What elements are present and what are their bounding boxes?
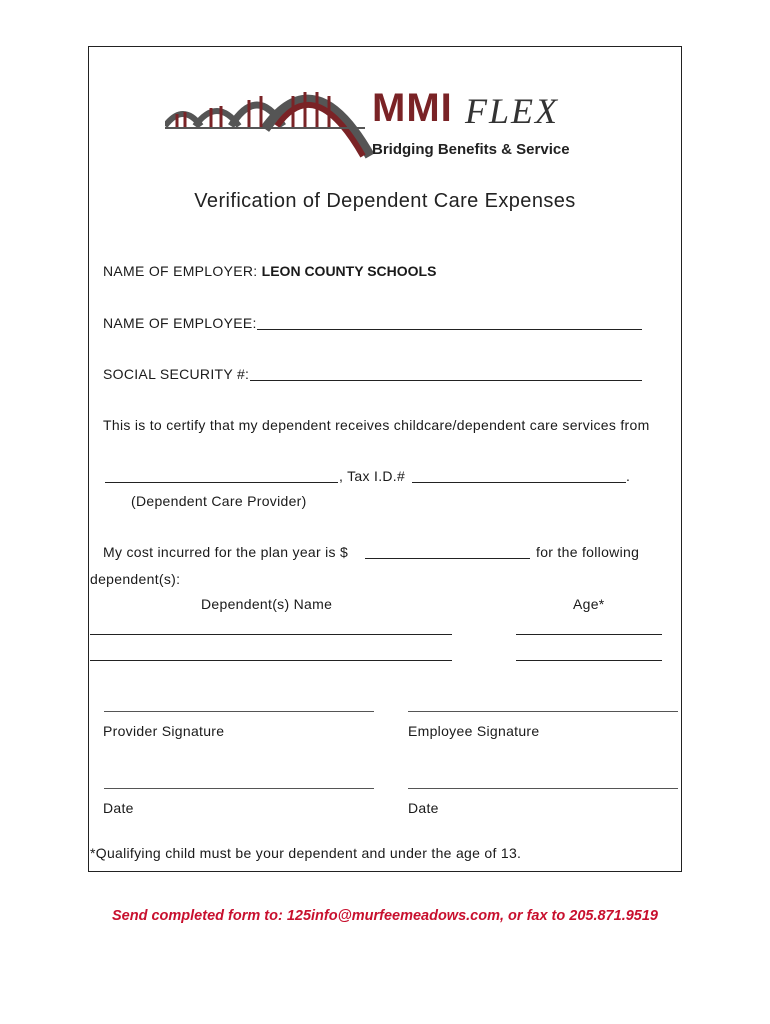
employee-date-line[interactable] [408,788,678,789]
brand-flex: FLEX [465,91,559,131]
employee-label: NAME OF EMPLOYEE: [103,315,257,331]
provider-date-line[interactable] [104,788,374,789]
logo-tagline: Bridging Benefits & Service [372,141,570,158]
ssn-row [103,366,249,382]
dependent-age-header: Age* [573,596,605,612]
employer-label: NAME OF EMPLOYER: [103,263,258,279]
employee-signature-line[interactable] [408,711,678,712]
dependent-age-field-1[interactable] [516,620,662,635]
form-title: Verification of Dependent Care Expenses [194,190,576,212]
employee-name-field[interactable] [257,315,642,330]
ssn-field[interactable] [250,366,642,381]
dependent-name-field-1[interactable] [90,620,452,635]
ssn-label: SOCIAL SECURITY #: [103,366,250,382]
employer-row [103,263,436,279]
employer-value: LEON COUNTY SCHOOLS [261,263,437,279]
footer-instructions: Send completed form to: 125info@murfeemeadows.com, or fax to 205.871.9519 [112,908,658,924]
provider-signature-label: Provider Signature [103,723,225,739]
dependent-age-field-2[interactable] [516,646,662,661]
employee-signature-label: Employee Signature [408,723,540,739]
employee-date-label: Date [408,800,439,816]
cost-amount-field[interactable] [365,544,530,559]
provider-caption: (Dependent Care Provider) [131,493,307,509]
qualifying-note: *Qualifying child must be your dependent and under the age of 13. [90,845,522,861]
cost-suffix: for the following [536,544,640,560]
provider-signature-line[interactable] [104,711,374,712]
certify-text: This is to certify that my dependent receives childcare/dependent care services from [103,417,650,433]
tax-id-field[interactable] [412,468,626,483]
provider-date-label: Date [103,800,134,816]
dependent-name-header: Dependent(s) Name [201,596,333,612]
brand-mmi: MMI [372,86,453,130]
cost-prefix: My cost incurred for the plan year is $ [103,544,349,560]
dependent-name-field-2[interactable] [90,646,452,661]
tax-id-period: . [626,468,631,484]
employee-row [103,315,257,331]
tax-id-label: , Tax I.D.# [339,468,406,484]
provider-name-field[interactable] [105,468,338,483]
form-border [88,46,682,872]
cost-line2: dependent(s): [90,571,181,587]
